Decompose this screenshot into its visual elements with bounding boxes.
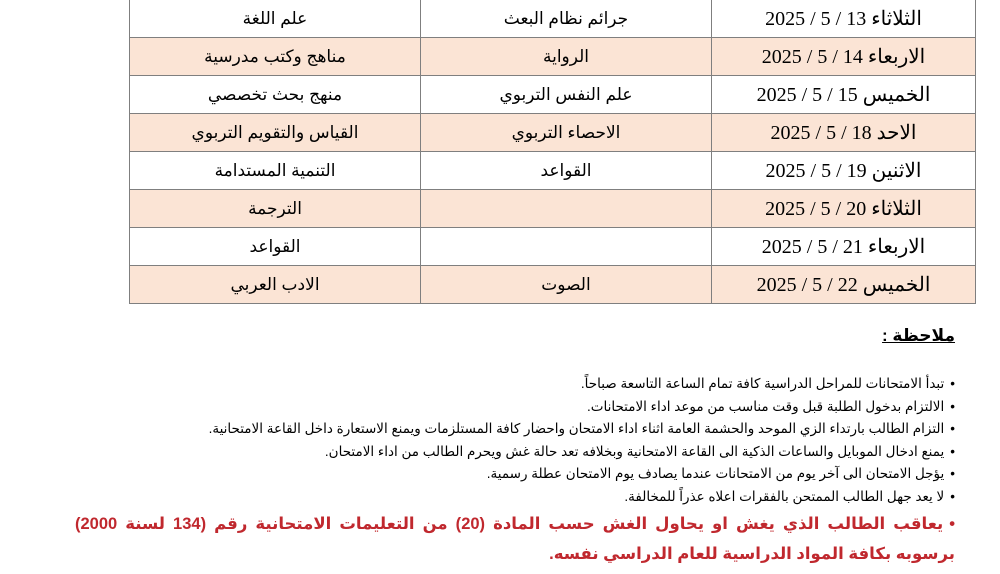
table-row xyxy=(130,190,976,228)
exam-date-cell: الخميس 15 / 5 / 2025 xyxy=(712,76,976,114)
subject-cell: القواعد xyxy=(130,228,421,266)
subject-cell: الرواية xyxy=(421,38,712,76)
exam-schedule-table xyxy=(129,0,976,304)
table-row xyxy=(130,38,976,76)
subject-cell: القياس والتقويم التربوي xyxy=(130,114,421,152)
subject-cell: علم النفس التربوي xyxy=(421,76,712,114)
note-item: • يؤجل الامتحان الى آخر يوم من الامتحانات عندما يصادف يوم الامتحان عطلة رسمية. xyxy=(55,463,955,486)
note-item: • لا يعد جهل الطالب الممتحن بالفقرات اعلاه عذراً للمخالفة. xyxy=(55,486,955,509)
subject-cell: منهج بحث تخصصي xyxy=(130,76,421,114)
note-item: • الالتزام بدخول الطلبة قبل وقت مناسب من موعد اداء الامتحانات. xyxy=(55,396,955,419)
note-item: • تبدأ الامتحانات للمراحل الدراسية كافة تمام الساعة التاسعة صباحاً. xyxy=(55,373,955,396)
table-row xyxy=(130,266,976,304)
subject-cell xyxy=(421,228,712,266)
exam-date-cell: الاحد 18 / 5 / 2025 xyxy=(712,114,976,152)
subject-cell: علم اللغة xyxy=(130,0,421,38)
subject-cell: الترجمة xyxy=(130,190,421,228)
penalty-warning: • يعاقب الطالب الذي يغش او يحاول الغش حسب المادة (20) من التعليمات الامتحانية رقم (134 لسنة 2000) برسوبه بكافة المواد الدراسية للعام الدراسي نفسه. xyxy=(75,509,955,569)
exam-date-cell: الثلاثاء 13 / 5 / 2025 xyxy=(712,0,976,38)
notes-list xyxy=(55,373,955,569)
subject-cell: الاحصاء التربوي xyxy=(421,114,712,152)
subject-cell: القواعد xyxy=(421,152,712,190)
subject-cell: الصوت xyxy=(421,266,712,304)
subject-cell: التنمية المستدامة xyxy=(130,152,421,190)
note-item: • التزام الطالب بارتداء الزي الموحد والحشمة العامة اثناء اداء الامتحان واحضار كافة المستلزمات ويمنع الاستعارة داخل القاعة الامتحانية. xyxy=(55,418,955,441)
table-row xyxy=(130,228,976,266)
exam-date-cell: الثلاثاء 20 / 5 / 2025 xyxy=(712,190,976,228)
note-item: • يمنع ادخال الموبايل والساعات الذكية الى القاعة الامتحانية وبخلافه تعد حالة غش ويحرم الطالب من اداء الامتحان. xyxy=(55,441,955,464)
notes-heading: ملاحظة : xyxy=(882,326,955,345)
subject-cell: جرائم نظام البعث xyxy=(421,0,712,38)
table-row xyxy=(130,152,976,190)
exam-date-cell: الاثنين 19 / 5 / 2025 xyxy=(712,152,976,190)
exam-date-cell: الخميس 22 / 5 / 2025 xyxy=(712,266,976,304)
table-row xyxy=(130,76,976,114)
table-row xyxy=(130,0,976,38)
subject-cell: الادب العربي xyxy=(130,266,421,304)
table-row xyxy=(130,114,976,152)
exam-date-cell: الاربعاء 21 / 5 / 2025 xyxy=(712,228,976,266)
subject-cell: مناهج وكتب مدرسية xyxy=(130,38,421,76)
subject-cell xyxy=(421,190,712,228)
exam-date-cell: الاربعاء 14 / 5 / 2025 xyxy=(712,38,976,76)
